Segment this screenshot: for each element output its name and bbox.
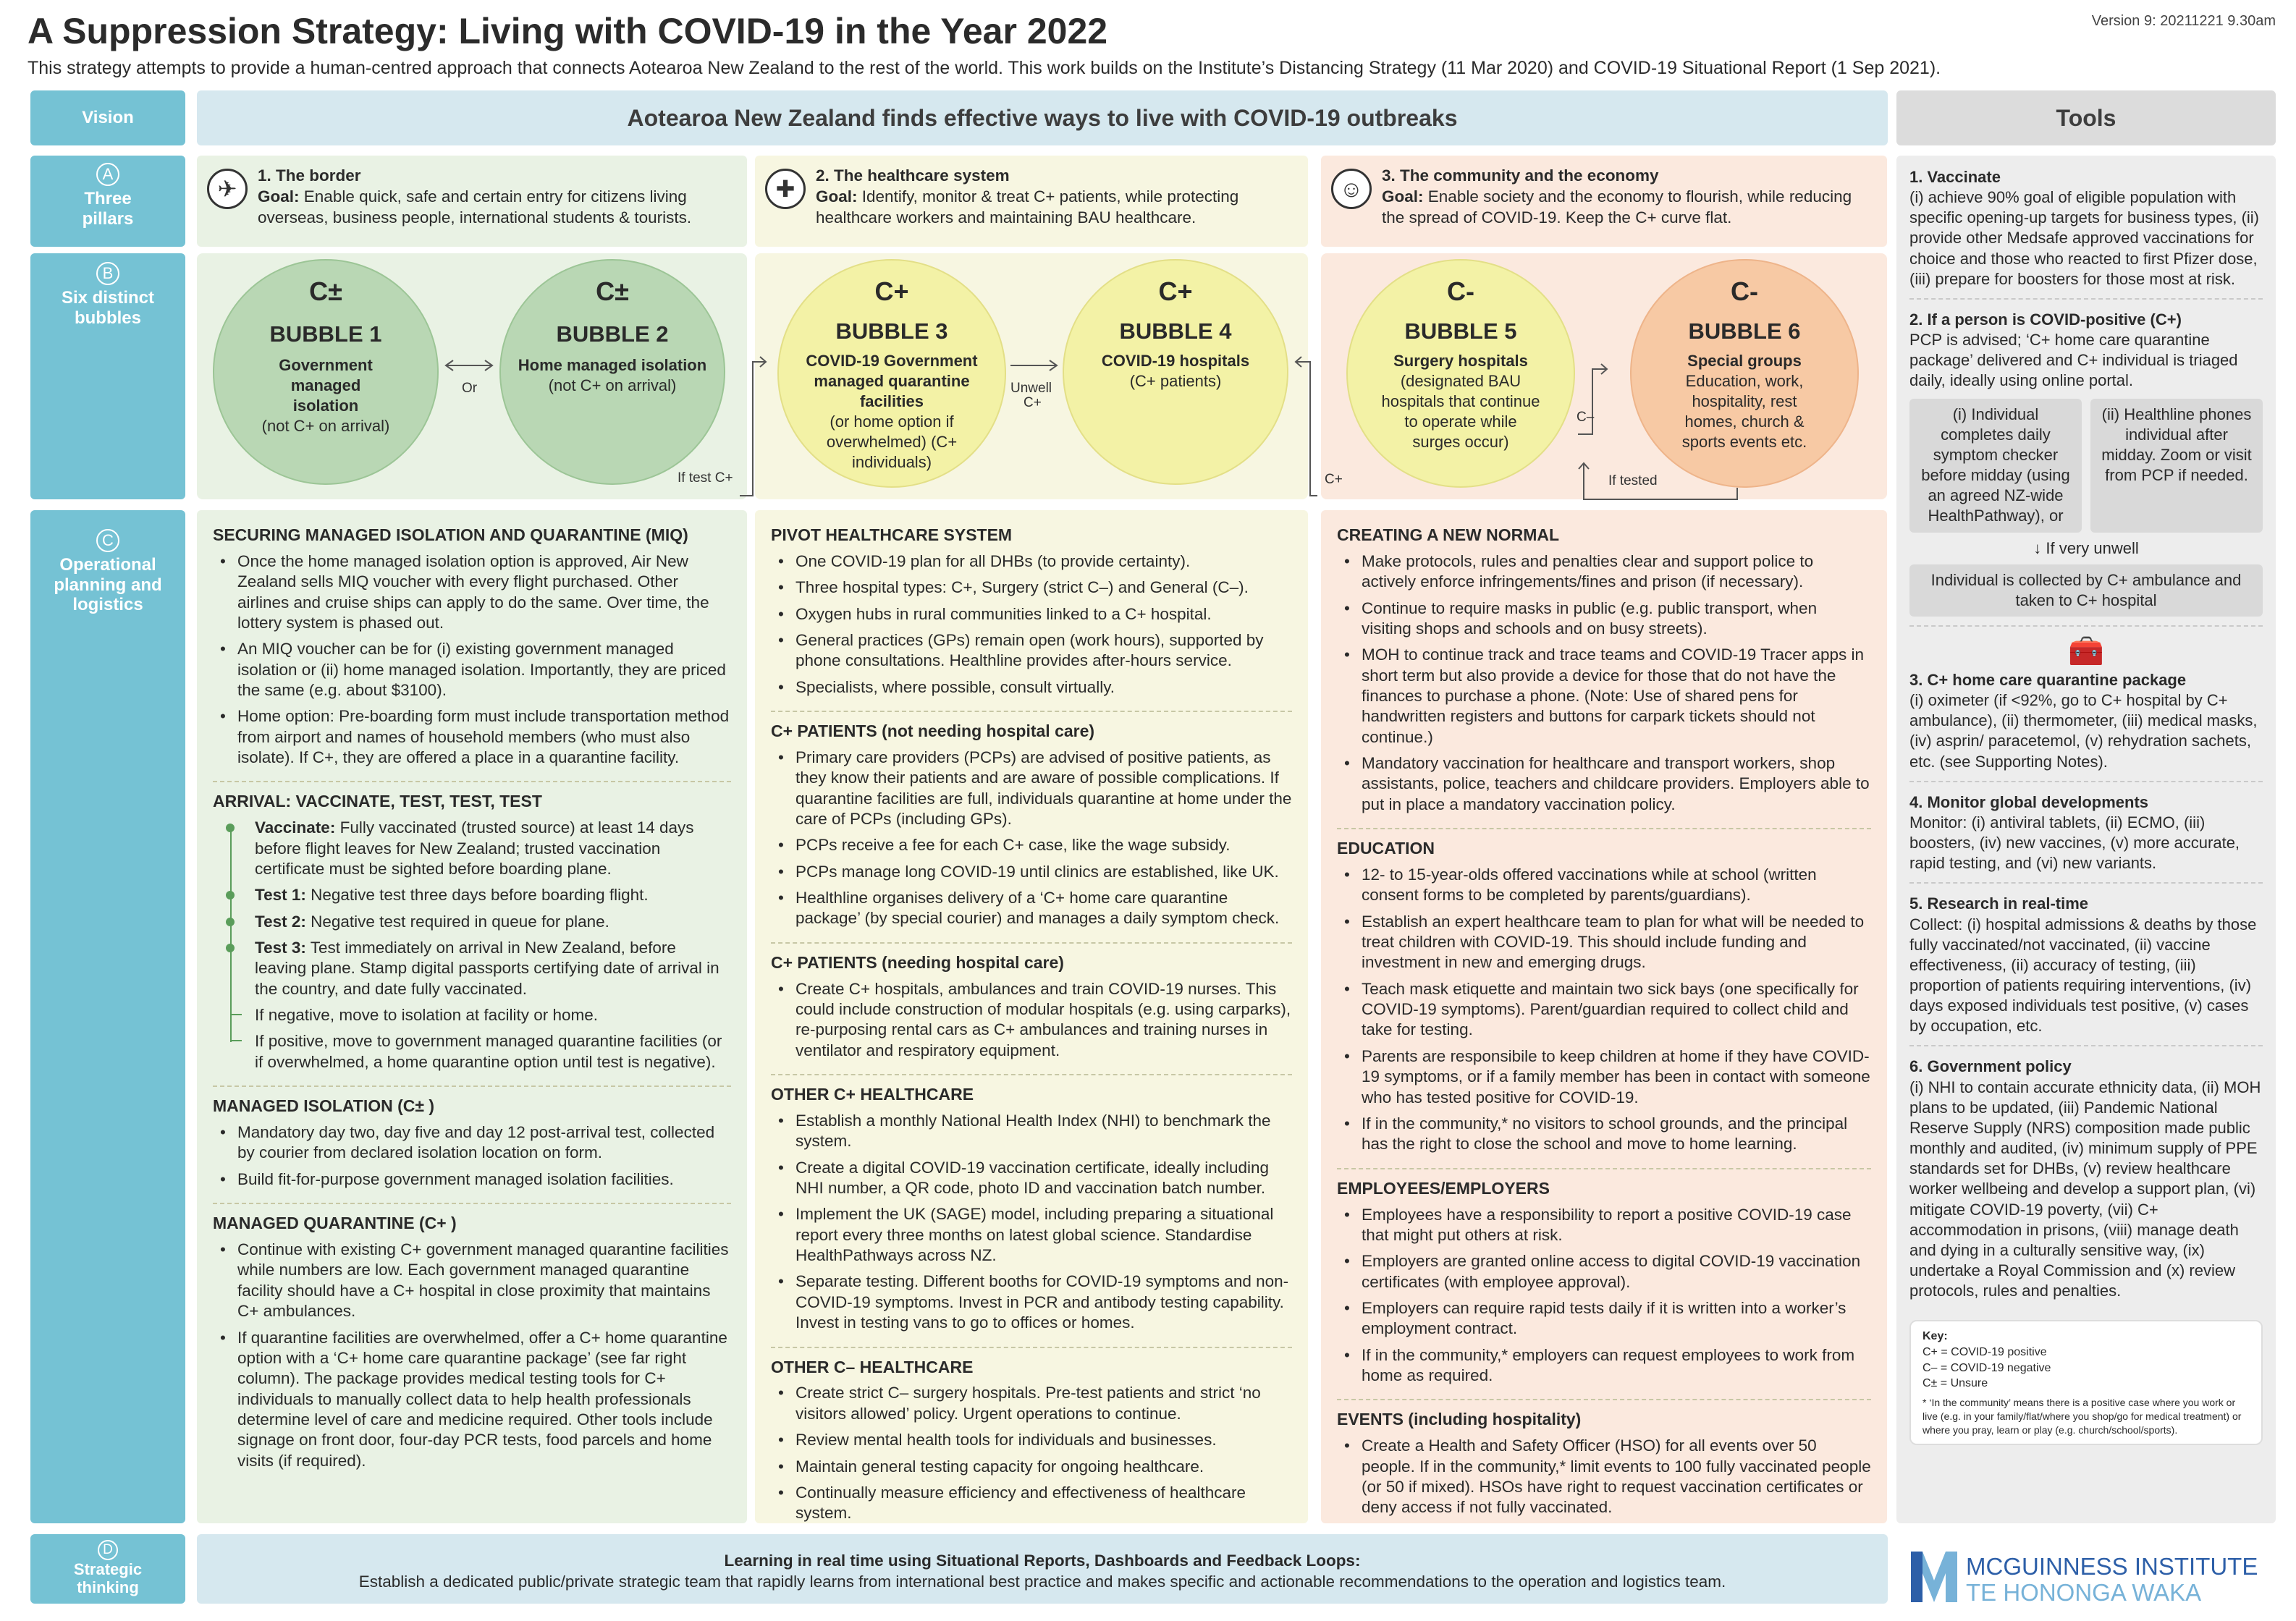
letter-b-badge: B xyxy=(96,262,119,285)
strategic-heading: Learning in real time using Situational Reports, Dashboards and Feedback Loops: xyxy=(724,1552,1361,1570)
row-label-text: Strategic thinking xyxy=(73,1560,143,1597)
section-other-c-minus-healthcare xyxy=(771,1357,1292,1537)
list-item: • Mandatory vaccination for healthcare and transport workers, shop assistants, police, teachers and childcare providers. Employers able to put in place a mandatory vaccination policy. xyxy=(1337,753,1871,815)
list-item: • PCPs manage long COVID-19 until clinics are established, like UK. xyxy=(771,862,1292,882)
tool-research xyxy=(1909,894,2263,1046)
bullet-list xyxy=(771,1111,1292,1333)
strategic-thinking-panel xyxy=(197,1534,1888,1604)
triage-option-self-check: (i) Individual completes daily symptom checker before midday (using an agreed NZ-wide HealthPathway), or xyxy=(1909,399,2082,533)
ambulance-box: Individual is collected by C+ ambulance and taken to C+ hospital xyxy=(1909,564,2263,617)
list-item: • Employees have a responsibility to report a positive COVID-19 case that might put others at risk. xyxy=(1337,1205,1871,1246)
list-item: • Maintain general testing capacity for ongoing healthcare. xyxy=(771,1457,1292,1477)
list-item: • Once the home managed isolation option is approved, Air New Zealand sells MIQ voucher with every flight purchased. Other airlines and cruise ships can apply to do the same. Over time, the lottery system is phased out. xyxy=(213,551,731,633)
step-text: Negative test required in queue for plane. xyxy=(305,912,609,931)
bubble-status: C+ xyxy=(874,276,909,306)
bubble-detail: (C+ patients) xyxy=(1129,372,1222,391)
tool-text: (i) NHI to contain accurate ethnicity data, (ii) MOH plans to be updated, (iii) Pandemic National Reserve Supply (NRS) composition made public monthly and audited, (iv) minimum supply of PPE standards set for DHBs, (v) review healthcare worker wellbeing and develop a support plan, (vi) mitigate COVID-19 poverty, (vii) C+ accommodation in prisons, (viii) manage death and dying in a culturally sensitive way, (ix) undertake a Royal Commission and (x) review protocols, rules and penalties. xyxy=(1909,1078,2261,1300)
list-item: • Healthline organises delivery of a ‘C+ home care quarantine package’ (by special courier) and manages a daily symptom check. xyxy=(771,888,1292,929)
bullet-list xyxy=(213,551,731,768)
c-plus-label: C+ xyxy=(1325,472,1343,487)
key-note: * ‘In the community’ means there is a positive case where you work or live (e.g. in your family/flat/where you shop/go for medical treatment) or where you pray, learn or play (e.g. church/school/sports). xyxy=(1923,1396,2242,1436)
bullet-list xyxy=(771,979,1292,1061)
list-item: • Implement the UK (SAGE) model, including preparing a situational report every three months on latest global science. Standardise HealthPathways across NZ. xyxy=(771,1204,1292,1266)
row-label-text: Operational planning and logistics xyxy=(54,555,162,615)
arrival-timeline xyxy=(213,818,731,1072)
airplane-icon: ✈ xyxy=(207,169,248,209)
pillar-title: 2. The healthcare system xyxy=(816,166,1010,185)
section-heading: MANAGED QUARANTINE (C+ ) xyxy=(213,1214,457,1233)
key-heading: Key: xyxy=(1923,1330,1948,1343)
legend-key xyxy=(1909,1320,2263,1445)
tool-monitor xyxy=(1909,792,2263,884)
timeline-outcome-negative: If negative, move to isolation at facility or home. xyxy=(255,1005,731,1025)
bullet-list xyxy=(213,1122,731,1190)
list-item: • An MIQ voucher can be for (i) existing government managed isolation or (ii) home managed isolation. Importantly, they are priced the same (e.g. about $3100). xyxy=(213,639,731,701)
bubble-name: BUBBLE 2 xyxy=(556,321,669,347)
list-item: • Create a Health and Safety Officer (HSO) for all events over 50 people. If in the community,* limit events to 100 fully vaccinated people (or 50 if mixed). HSOs have right to request vaccination certificates or deny access if not fully vaccinated. xyxy=(1337,1436,1871,1518)
section-miq xyxy=(213,525,731,782)
section-heading: SECURING MANAGED ISOLATION AND QUARANTINE (MIQ) xyxy=(213,525,688,544)
section-heading: EMPLOYEES/EMPLOYERS xyxy=(1337,1178,1550,1198)
section-heading: ARRIVAL: VACCINATE, TEST, TEST, TEST xyxy=(213,792,542,811)
section-events xyxy=(1337,1409,1871,1531)
bubble-subtitle: COVID-19 hospitals xyxy=(1101,352,1250,371)
bubble-6-return xyxy=(1584,463,1737,499)
tool-covid-positive xyxy=(1909,310,2263,627)
tool-government-policy xyxy=(1909,1057,2263,1310)
section-heading: MANAGED ISOLATION (C± ) xyxy=(213,1096,435,1116)
section-heading: OTHER C+ HEALTHCARE xyxy=(771,1085,974,1104)
bubble-status: C+ xyxy=(1158,276,1193,306)
list-item: • Three hospital types: C+, Surgery (strict C–) and General (C–). xyxy=(771,577,1292,598)
step-text: Test immediately on arrival in New Zealand, before leaving plane. Stamp digital passports certifying date of arrival in the country, and date fully vaccinated. xyxy=(255,939,719,998)
list-item: • Employers can require rapid tests daily if it is written into a worker’s employment contract. xyxy=(1337,1298,1871,1339)
tools-panel xyxy=(1896,156,2276,1523)
goal-label: Goal: xyxy=(258,187,300,206)
triage-option-healthline: (ii) Healthline phones individual after midday. Zoom or visit from PCP if needed. xyxy=(2090,399,2263,533)
c-minus-label: C– xyxy=(1577,410,1595,425)
bubble-subtitle: Surgery hospitals xyxy=(1393,352,1528,371)
tool-vaccinate xyxy=(1909,167,2263,300)
list-item: • Oxygen hubs in rural communities linked to a C+ hospital. xyxy=(771,604,1292,625)
section-heading: EDUCATION xyxy=(1337,839,1435,858)
section-pivot-healthcare xyxy=(771,525,1292,712)
tool-care-package xyxy=(1909,637,2263,782)
tools-heading: Tools xyxy=(1896,90,2276,145)
if-very-unwell-text: If very unwell xyxy=(2046,538,2139,557)
bubble-status: C± xyxy=(309,276,342,306)
list-item: • If in the community,* no visitors to school grounds, and the principal has the right to close the school and move to home learning. xyxy=(1337,1114,1871,1155)
step-label: Vaccinate: xyxy=(255,818,336,837)
logo-subtitle: TE HONONGA WAKA xyxy=(1966,1579,2202,1606)
bubble-name: BUBBLE 4 xyxy=(1119,318,1232,344)
bubble-subtitle: COVID-19 Government managed quarantine facilities xyxy=(806,352,978,410)
section-other-c-plus-healthcare xyxy=(771,1084,1292,1347)
tool-text: Monitor: (i) antiviral tablets, (ii) ECMO, (iii) boosters, (iv) new vaccines, (v) more accurate, rapid testing, and (vi) new variants. xyxy=(1909,813,2240,873)
bullet-list xyxy=(1337,1205,1871,1387)
section-heading: C+ PATIENTS (needing hospital care) xyxy=(771,952,1064,972)
bullet-list xyxy=(771,1383,1292,1523)
section-arrival xyxy=(213,791,731,1087)
bubble-subtitle: Special groups xyxy=(1687,352,1802,371)
bullet-list xyxy=(1337,551,1871,815)
bubble-detail: (designated BAU hospitals that continue to operate while surges occur) xyxy=(1381,372,1540,451)
version-label: Version 9: 20211221 9.30am xyxy=(2091,13,2276,29)
document-title: A Suppression Strategy: Living with COVID-19 in the Year 2022 xyxy=(28,11,1108,51)
step-label: Test 3: xyxy=(255,939,306,957)
list-item: • MOH to continue track and trace teams and COVID-19 Tracer apps in short term but also provide a device for those that do not have the finances to purchase a phone. (Note: Use of shared pens for handwritten registers and buttons for carpark tickets should not continue.) xyxy=(1337,645,1871,748)
timeline-outcome-positive: If positive, move to government managed quarantine facilities (or if overwhelmed, a home quarantine option until test is negative). xyxy=(255,1031,731,1072)
timeline-step xyxy=(255,818,731,879)
key-entry: C± = Unsure xyxy=(1923,1377,1988,1390)
if-test-label: If test C+ xyxy=(678,470,733,486)
step-text: Fully vaccinated (trusted source) at least 14 days before flight leaves for New Zealand; trusted vaccination certificate must be sighted before boarding plane. xyxy=(255,818,694,879)
list-item: • 12- to 15-year-olds offered vaccinations while at school (written consent forms to be completed by parents/guardians). xyxy=(1337,865,1871,906)
medical-cross-icon: ✚ xyxy=(765,169,806,209)
bullet-list xyxy=(1337,865,1871,1154)
row-label-text: Three pillars xyxy=(82,189,134,229)
if-very-unwell-label: ↓ If very unwell xyxy=(2033,538,2139,557)
bubble-subtitle: Home managed isolation xyxy=(518,356,707,375)
bubble-2-3-arrow xyxy=(740,362,766,496)
or-label: Or xyxy=(462,381,478,396)
list-item: • Employers are granted online access to digital COVID-19 vaccination certificates (with employee approval). xyxy=(1337,1251,1871,1292)
bubble-detail: Education, work, hospitality, rest homes, church & sports events etc. xyxy=(1681,372,1807,451)
list-item: • PCPs receive a fee for each C+ case, like the wage subsidy. xyxy=(771,835,1292,855)
list-item: • Continue with existing C+ government managed quarantine facilities while numbers are low. Each government managed quarantine facility should have a C+ hospital in close proximity that maintains C+ ambulances. xyxy=(213,1240,731,1321)
tool-text: PCP is advised; ‘C+ home care quarantine package’ delivered and C+ individual is triaged daily, ideally using online portal. xyxy=(1909,331,2238,390)
bubble-detail: (not C+ on arrival) xyxy=(261,416,390,435)
list-item: • One COVID-19 plan for all DHBs (to provide certainty). xyxy=(771,551,1292,572)
bullet-list xyxy=(771,748,1292,929)
step-label: Test 2: xyxy=(255,912,306,931)
list-item: • Teach mask etiquette and maintain two sick bays (one specifically for COVID-19 symptoms). Parent/guardian required to collect child and take for testing. xyxy=(1337,979,1871,1041)
list-item: • Primary care providers (PCPs) are advised of positive patients, as they know their patients and are aware of possible complications. If quarantine facilities are full, individuals quarantine at home under the care of PCPs (including GPs). xyxy=(771,748,1292,829)
if-tested-label: If tested xyxy=(1608,473,1658,488)
tool-text: (i) oximeter (if <92%, go to C+ hospital by C+ ambulance), (ii) thermometer, (iii) medical masks, (iv) asprin/ paracetemol, (v) rehydration sachets, etc. (see Supporting Notes). xyxy=(1909,691,2258,771)
bubble-name: BUBBLE 5 xyxy=(1404,318,1517,344)
section-heading: CREATING A NEW NORMAL xyxy=(1337,525,1560,544)
bubble-detail: (or home option if overwhelmed) (C+ individuals) xyxy=(826,412,958,471)
section-heading: PIVOT HEALTHCARE SYSTEM xyxy=(771,525,1013,544)
list-item: • Create C+ hospitals, ambulances and train COVID-19 nurses. This could include construction of modular hospitals (e.g. using carparks), re-purposing rental cars as C+ ambulances and training nurses in ventilator and respiratory equipment. xyxy=(771,979,1292,1061)
tool-text: (i) achieve 90% goal of eligible population with specific opening-up targets for business types, (ii) provide other Medsafe approved vaccinations for choice and those who reacted to first Pfizer dose, (iii) prepare for boosters for those most at risk. xyxy=(1909,188,2260,288)
list-item: • If quarantine facilities are overwhelmed, offer a C+ home quarantine option with a ‘C+ home care quarantine package’ (see far right column). The package provides medical testing tools for C+ individuals to manually collect data to help health professionals determine level of care and medicine required. Other tools include signage on front door, four-day PCR tests, food parcels and home visits (if required). xyxy=(213,1328,731,1471)
goal-text: Enable society and the economy to flourish, while reducing the spread of COVID-19. Keep the C+ curve flat. xyxy=(1382,187,1852,227)
bullet-list xyxy=(1337,1436,1871,1518)
tool-heading: 6. Government policy xyxy=(1909,1057,2072,1076)
tool-heading: 5. Research in real-time xyxy=(1909,894,2089,913)
list-item: • Specialists, where possible, consult virtually. xyxy=(771,677,1292,698)
bubble-status: C- xyxy=(1447,276,1474,306)
key-entry: C– = COVID-19 negative xyxy=(1923,1361,2051,1374)
tool-text: Collect: (i) hospital admissions & deaths by those fully vaccinated/not vaccinated, (ii) vaccine effectiveness, (ii) accuracy of testing, (iii) proportion of patients requiring interventions, (iv) days exposed individuals test positive, (v) cases by occupation, etc. xyxy=(1909,915,2257,1036)
bubble-detail: (not C+ on arrival) xyxy=(548,376,677,395)
list-item: • Establish a monthly National Health Index (NHI) to benchmark the system. xyxy=(771,1111,1292,1152)
goal-text: Identify, monitor & treat C+ patients, while protecting healthcare workers and maintaining BAU healthcare. xyxy=(816,187,1239,227)
letter-a-badge: A xyxy=(96,163,119,186)
tool-heading: 2. If a person is COVID-positive (C+) xyxy=(1909,310,2182,329)
pillar-title: 3. The community and the economy xyxy=(1382,166,1659,185)
bubble-subtitle: Government managed isolation xyxy=(279,356,373,415)
section-heading: EVENTS (including hospitality) xyxy=(1337,1410,1582,1429)
bullet-list xyxy=(213,1240,731,1471)
logo-mark-icon xyxy=(1911,1552,1957,1602)
list-item: • Create strict C– surgery hospitals. Pre-test patients and strict ‘no visitors allowed’ policy. Urgent operations to continue. xyxy=(771,1383,1292,1424)
vision-statement: Aotearoa New Zealand finds effective ways to live with COVID-19 outbreaks xyxy=(197,90,1888,145)
pillar-title: 1. The border xyxy=(258,166,361,185)
bubble-status: C- xyxy=(1731,276,1758,306)
section-c-plus-patients-home xyxy=(771,721,1292,944)
section-managed-isolation xyxy=(213,1096,731,1204)
tool-heading: 1. Vaccinate xyxy=(1909,168,2001,186)
smiley-face-icon: ☺ xyxy=(1331,169,1372,209)
list-item: • Home option: Pre-boarding form must include transportation method from airport and names of household members (who must also isolate). If C+, they are offered a place in a quarantine facility. xyxy=(213,706,731,768)
bubble-5-4-arrow xyxy=(1296,362,1317,496)
document-subtitle: This strategy attempts to provide a human-centred approach that connects Aotearoa New Zealand to the rest of the world. This work builds on the Institute’s Distancing Strategy (11 Mar 2020) and COVID-19 Situational Report (1 Sep 2021). xyxy=(28,58,1941,78)
section-education xyxy=(1337,838,1871,1169)
timeline-step xyxy=(255,912,731,932)
letter-c-badge: C xyxy=(96,529,119,552)
letter-d-badge: D xyxy=(98,1540,118,1560)
step-label: Test 1: xyxy=(255,886,306,905)
mcguinness-logo xyxy=(1911,1549,2273,1607)
list-item: • Create a digital COVID-19 vaccination certificate, ideally including NHI number, a QR code, photo ID and vaccination batch number. xyxy=(771,1158,1292,1199)
triage-options xyxy=(1909,399,2263,533)
bullet-list xyxy=(771,551,1292,698)
section-heading: C+ PATIENTS (not needing hospital care) xyxy=(771,721,1095,741)
list-item: • Mandatory day two, day five and day 12 post-arrival test, collected by courier from declared isolation location on form. xyxy=(213,1122,731,1164)
step-text: Negative test three days before boarding flight. xyxy=(305,886,649,905)
tool-heading: 4. Monitor global developments xyxy=(1909,792,2149,811)
section-heading: OTHER C– HEALTHCARE xyxy=(771,1357,974,1376)
list-item: • Review mental health tools for individuals and businesses. xyxy=(771,1430,1292,1450)
logo-name: MCGUINNESS INSTITUTE xyxy=(1966,1553,2258,1580)
list-item: • Separate testing. Different booths for COVID-19 symptoms and non-COVID-19 symptoms. Invest in PCR and antibody testing capability. Invest in testing vans to go to offices or homes. xyxy=(771,1271,1292,1333)
row-label-strategic xyxy=(30,1534,185,1604)
timeline-step xyxy=(255,885,731,905)
row-label-operations xyxy=(30,510,185,1523)
package-icon: 🧰 xyxy=(2068,635,2104,667)
unwell-c-label: C+ xyxy=(1024,395,1042,410)
goal-label: Goal: xyxy=(816,187,858,206)
bubble-status: C± xyxy=(596,276,629,306)
list-item: • Establish an expert healthcare team to plan for what will be needed to treat children with COVID-19. This should include funding and investment in new and emerging drugs. xyxy=(1337,912,1871,973)
list-item: • If in the community,* employers can request employees to work from home as required. xyxy=(1337,1345,1871,1387)
key-entry: C+ = COVID-19 positive xyxy=(1923,1345,2047,1358)
bubble-name: BUBBLE 6 xyxy=(1688,318,1801,344)
section-new-normal xyxy=(1337,525,1871,829)
row-label-text: Vision xyxy=(82,108,134,127)
operations-column-healthcare xyxy=(755,510,1308,1523)
bubble-name: BUBBLE 3 xyxy=(835,318,948,344)
unwell-label: Unwell xyxy=(1010,381,1052,396)
goal-label: Goal: xyxy=(1382,187,1424,206)
strategic-text: Establish a dedicated public/private strategic team that rapidly learns from international best practice and makes specific and actionable recommendations to the operation and logistics team. xyxy=(358,1573,1726,1591)
goal-text: Enable quick, safe and certain entry for citizens living overseas, business people, international students & tourists. xyxy=(258,187,692,227)
section-c-plus-patients-hospital xyxy=(771,952,1292,1075)
row-label-text: Six distinct bubbles xyxy=(61,288,155,328)
operations-column-border xyxy=(197,510,747,1523)
list-item: • Continually measure efficiency and effectiveness of healthcare system. xyxy=(771,1483,1292,1524)
tool-heading: 3. C+ home care quarantine package xyxy=(1909,670,2187,689)
list-item: • Parents are responsibile to keep children at home if they have COVID-19 symptoms, or if a family member has been in contact with someone who has tested positive for COVID-19. xyxy=(1337,1046,1871,1108)
operations-column-community xyxy=(1321,510,1887,1523)
timeline-step xyxy=(255,938,731,999)
section-managed-quarantine xyxy=(213,1213,731,1484)
section-employees xyxy=(1337,1178,1871,1401)
list-item: • Make protocols, rules and penalties clear and support police to actively enforce infringements/fines and prison (if necessary). xyxy=(1337,551,1871,593)
bubble-name: BUBBLE 1 xyxy=(269,321,382,347)
list-item: • Continue to require masks in public (e.g. public transport, when visiting shops and schools and on busy streets). xyxy=(1337,598,1871,640)
list-item: • General practices (GPs) remain open (work hours), supported by phone consultations. Healthline provides after-hours service. xyxy=(771,630,1292,672)
list-item: • Build fit-for-purpose government managed isolation facilities. xyxy=(213,1169,731,1190)
